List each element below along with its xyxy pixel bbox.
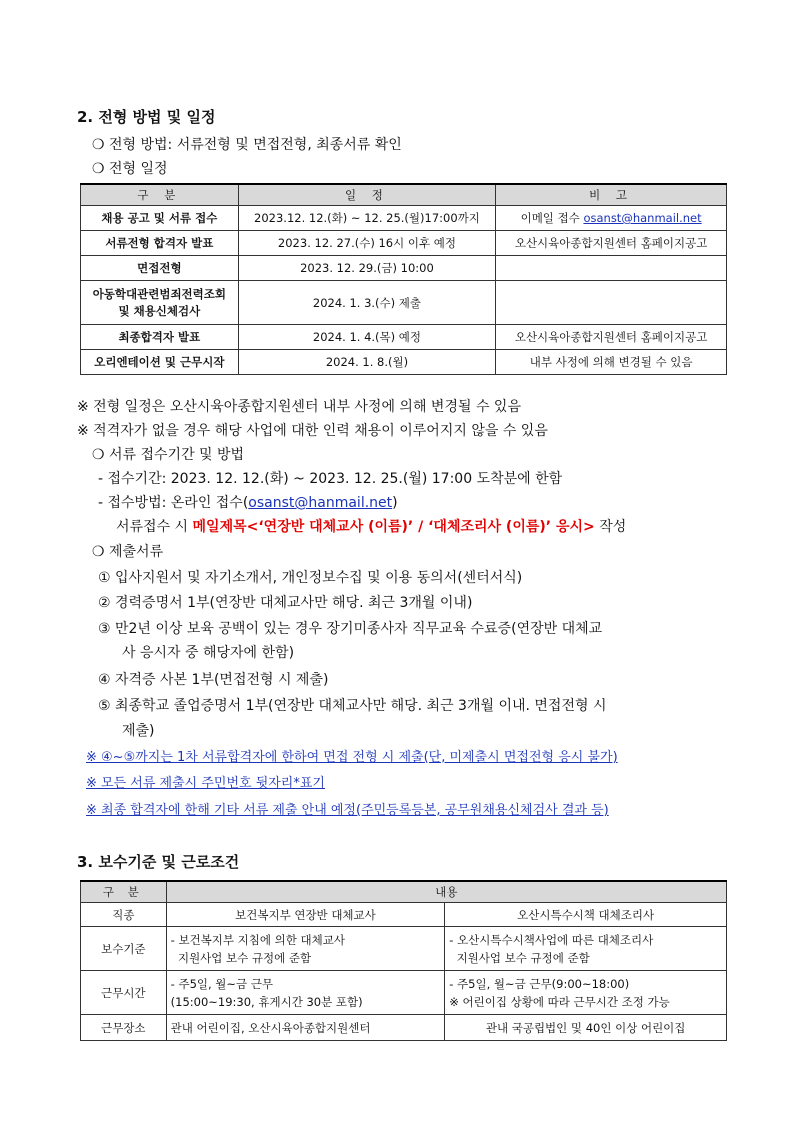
row-label: 채용 공고 및 서류 접수 — [81, 206, 239, 231]
email-link[interactable]: osanst@hanmail.net — [248, 495, 393, 511]
doc-item: ④ 자격증 사본 1부(면접전형 시 제출) — [98, 672, 329, 688]
subject-suffix: 작성 — [594, 519, 627, 535]
row-label: 근무시간 — [81, 971, 167, 1015]
subject-prefix: 서류접수 시 — [116, 519, 193, 535]
method-line — [98, 492, 398, 512]
cell-line: - 오산시특수시책사업에 따른 대체조리사 — [449, 932, 654, 947]
row-label: 직종 — [81, 903, 167, 927]
screening-method: ❍ 전형 방법: 서류전형 및 면접전형, 최종서류 확인 — [92, 137, 402, 153]
section3-heading: 3. 보수기준 및 근로조건 — [77, 853, 240, 871]
row-note: 오산시육아종합지원센터 홈페이지공고 — [496, 325, 727, 350]
schedule-label: ❍ 전형 일정 — [92, 161, 168, 177]
job-type-cook: 오산시특수시책 대체조리사 — [445, 903, 727, 927]
row-label: 보수기준 — [81, 927, 167, 971]
table-row — [81, 325, 727, 350]
table-row — [81, 231, 727, 256]
row-label: 최종합격자 발표 — [81, 325, 239, 350]
row-label: 면접전형 — [81, 256, 239, 281]
row-note — [496, 281, 727, 325]
salary-cook — [445, 927, 727, 971]
doc-item: ② 경력증명서 1부(연장반 대체교사만 해당. 최근 3개월 이내) — [98, 595, 473, 611]
row-label-line1: 아동학대관련범죄전력조회 — [92, 286, 226, 301]
row-note — [496, 256, 727, 281]
row-label: 근무장소 — [81, 1015, 167, 1041]
row-note: 내부 사정에 의해 변경될 수 있음 — [496, 350, 727, 375]
subject-format: 메일제목<‘연장반 대체교사 (이름)’ / ‘대체조리사 (이름)’ 응시> — [192, 519, 595, 535]
row-date: 2024. 1. 8.(월) — [238, 350, 496, 375]
row-label-line2: 및 채용신체검사 — [118, 303, 201, 318]
blue-note: ※ 최종 합격자에 한해 기타 서류 제출 안내 예정(주민등록등본, 공무원채용신체검사 결과 등) — [86, 803, 609, 818]
cell-line: - 주5일, 월~금 근무 — [170, 976, 274, 991]
row-label — [81, 281, 239, 325]
conditions-table — [80, 880, 727, 1041]
email-link[interactable]: osanst@hanmail.net — [583, 211, 702, 225]
header-schedule: 일 정 — [238, 184, 496, 206]
row-date: 2023. 12. 27.(수) 16시 이후 예정 — [238, 231, 496, 256]
doc-item: ③ 만2년 이상 보육 공백이 있는 경우 장기미종사자 직무교육 수료증(연장반 대체교 — [98, 621, 603, 637]
table-row — [81, 903, 727, 927]
hours-cook — [445, 971, 727, 1015]
table-row — [81, 927, 727, 971]
table-row — [81, 350, 727, 375]
row-note — [496, 206, 727, 231]
note-text: 이메일 접수 — [520, 211, 584, 225]
schedule-table — [80, 183, 727, 375]
row-date: 2024. 1. 4.(목) 예정 — [238, 325, 496, 350]
cell-line: ※ 어린이집 상황에 따라 근무시간 조정 가능 — [449, 994, 670, 1009]
header-remarks: 비 고 — [496, 184, 727, 206]
header-category: 구 분 — [81, 881, 167, 903]
method-prefix: - 접수방법: 온라인 접수( — [98, 495, 249, 511]
table-row — [81, 281, 727, 325]
header-category: 구 분 — [81, 184, 239, 206]
cell-line: (15:00~19:30, 휴게시간 30분 포함) — [170, 994, 363, 1009]
cell-line: 지원사업 보수 규정에 준함 — [170, 950, 312, 965]
hours-teacher — [166, 971, 445, 1015]
doc-period-label: ❍ 서류 접수기간 및 방법 — [92, 447, 245, 463]
docs-label: ❍ 제출서류 — [92, 544, 164, 560]
row-label: 서류전형 합격자 발표 — [81, 231, 239, 256]
blue-note: ※ 모든 서류 제출시 주민번호 뒷자리*표기 — [86, 776, 325, 791]
subject-line — [116, 516, 626, 536]
table-row — [81, 1015, 727, 1041]
cell-line: - 보건복지부 지침에 의한 대체교사 — [170, 932, 345, 947]
salary-teacher — [166, 927, 445, 971]
job-type-teacher: 보건복지부 연장반 대체교사 — [166, 903, 445, 927]
row-label: 오리엔테이션 및 근무시작 — [81, 350, 239, 375]
doc-item: ⑤ 최종학교 졸업증명서 1부(연장반 대체교사만 해당. 최근 3개월 이내. 면접전형 시 — [98, 698, 607, 714]
blue-note: ※ ④~⑤까지는 1차 서류합격자에 한하여 면접 전형 시 제출(단, 미제출시 면접전형 응시 불가) — [86, 750, 618, 765]
row-date: 2024. 1. 3.(수) 제출 — [238, 281, 496, 325]
doc-item: ① 입사지원서 및 자기소개서, 개인정보수집 및 이용 동의서(센터서식) — [98, 570, 523, 586]
table-row — [81, 971, 727, 1015]
table-row — [81, 206, 727, 231]
cell-line: - 주5일, 월~금 근무(9:00~18:00) — [449, 976, 630, 991]
schedule-note-2: ※ 적격자가 없을 경우 해당 사업에 대한 인력 채용이 이루어지지 않을 수 있음 — [77, 423, 548, 439]
place-cook: 관내 국공립법인 및 40인 이상 어린이집 — [445, 1015, 727, 1041]
row-date: 2023.12. 12.(화) ~ 12. 25.(월)17:00까지 — [238, 206, 496, 231]
place-teacher: 관내 어린이집, 오산시육아종합지원센터 — [166, 1015, 445, 1041]
row-note: 오산시육아종합지원센터 홈페이지공고 — [496, 231, 727, 256]
doc-item-cont: 사 응시자 중 해당자에 한함) — [122, 645, 295, 661]
cell-line: 지원사업 보수 규정에 준함 — [449, 950, 590, 965]
schedule-note-1: ※ 전형 일정은 오산시육아종합지원센터 내부 사정에 의해 변경될 수 있음 — [77, 399, 521, 415]
header-content: 내용 — [166, 881, 726, 903]
table-row — [81, 256, 727, 281]
method-suffix: ) — [392, 495, 398, 511]
doc-item-cont: 제출) — [122, 723, 155, 739]
section2-heading: 2. 전형 방법 및 일정 — [77, 108, 216, 126]
row-date: 2023. 12. 29.(금) 10:00 — [238, 256, 496, 281]
period-line: - 접수기간: 2023. 12. 12.(화) ~ 2023. 12. 25.(월) 17:00 도착분에 한함 — [98, 471, 563, 487]
